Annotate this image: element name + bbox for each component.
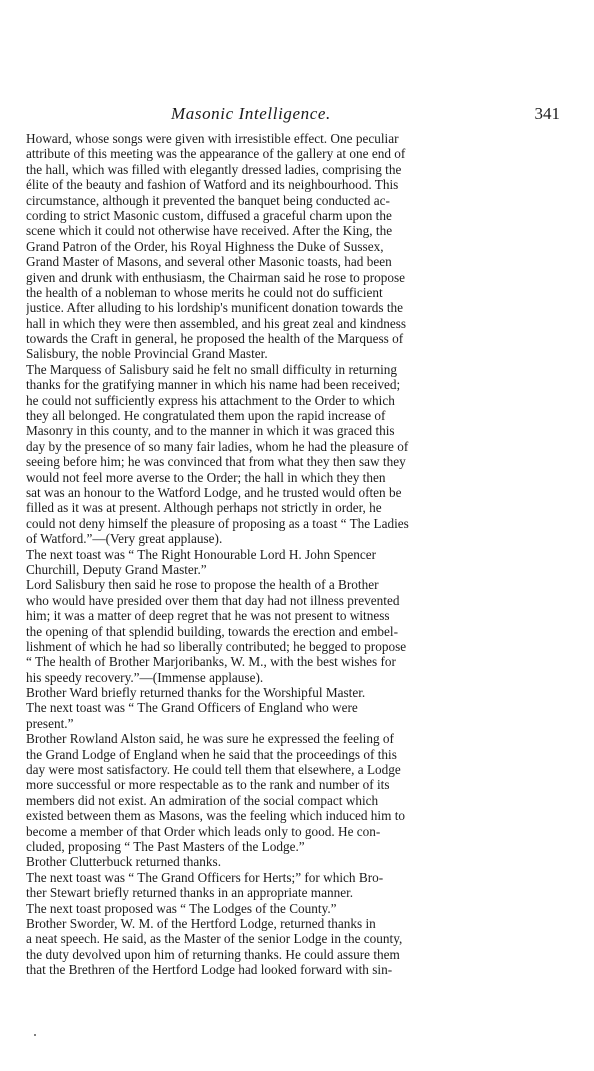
text-line: he could not sufficiently express his attachment to the Order to which (26, 392, 395, 408)
text-line: scene which it could not otherwise have received. After the King, the (26, 223, 393, 239)
page-number: 341 (534, 104, 560, 123)
text-line: given and drunk with enthusiasm, the Chairman said he rose to propose (26, 269, 406, 285)
body-text (26, 131, 560, 977)
text-line: his speedy recovery.”—(Immense applause). (26, 669, 264, 685)
text-line: they all belonged. He congratulated them upon the rapid increase of (26, 408, 386, 424)
text-line: Masonry in this county, and to the manner in which it was graced this (26, 423, 395, 439)
text-line: The next toast was “ The Grand Officers for Herts;” for which Bro- (26, 869, 384, 885)
text-line: present.” (26, 715, 74, 731)
text-line: lishment of which he had so liberally contributed; he begged to propose (26, 638, 407, 654)
text-line: filled as it was at present. Although perhaps not strictly in order, he (26, 500, 382, 516)
text-line: him; it was a matter of deep regret that he was not present to witness (26, 608, 390, 624)
text-line: seeing before him; he was convinced that from what they then saw they (26, 454, 406, 470)
text-line: Lord Salisbury then said he rose to propose the health of a Brother (26, 577, 379, 593)
text-line: the hall, which was filled with elegantly dressed ladies, comprising the (26, 161, 402, 177)
text-line: Howard, whose songs were given with irresistible effect. One peculiar (26, 131, 399, 146)
text-line: Brother Ward briefly returned thanks for the Worshipful Master. (26, 685, 366, 701)
page-header (26, 104, 560, 126)
text-line: day were most satisfactory. He could tell them that elsewhere, a Lodge (26, 762, 401, 778)
text-line: Brother Clutterbuck returned thanks. (26, 854, 222, 870)
text-line: towards the Craft in general, he proposed the health of the Marquess of (26, 331, 404, 347)
text-line: The next toast proposed was “ The Lodges of the County.” (26, 900, 337, 916)
running-title: Masonic Intelligence. (171, 104, 331, 123)
text-line: circumstance, although it prevented the banquet being conducted ac- (26, 192, 390, 208)
text-line: The Marquess of Salisbury said he felt no small difficulty in returning (26, 361, 398, 377)
text-line: members did not exist. An admiration of the social compact which (26, 792, 379, 808)
text-line: become a member of that Order which leads only to good. He con- (26, 823, 381, 839)
text-line: that the Brethren of the Hertford Lodge had looked forward with sin- (26, 962, 393, 978)
text-line: the Grand Lodge of England when he said that the proceedings of this (26, 746, 397, 762)
text-line: cluded, proposing “ The Past Masters of the Lodge.” (26, 838, 305, 854)
text-line: thanks for the gratifying manner in which his name had been received; (26, 377, 401, 393)
text-line: Grand Patron of the Order, his Royal Highness the Duke of Sussex, (26, 238, 384, 254)
text-line: The next toast was “ The Right Honourable Lord H. John Spencer (26, 546, 377, 562)
text-line: Brother Sworder, W. M. of the Hertford Lodge, returned thanks in (26, 915, 376, 931)
text-line: the duty devolved upon him of returning thanks. He could assure them (26, 946, 400, 962)
text-line: would not feel more averse to the Order; the hall in which they then (26, 469, 386, 485)
text-line: day by the presence of so many fair ladies, whom he had the pleasure of (26, 438, 409, 454)
text-line: The next toast was “ The Grand Officers of England who were (26, 700, 358, 716)
text-line: sat was an honour to the Watford Lodge, and he trusted would often be (26, 484, 402, 500)
text-line: ther Stewart briefly returned thanks in an appropriate manner. (26, 885, 354, 901)
text-line: Churchill, Deputy Grand Master.” (26, 561, 207, 577)
text-line: more successful or more respectable as to the rank and number of its (26, 777, 390, 793)
text-line: “ The health of Brother Marjoribanks, W. M., with the best wishes for (26, 654, 396, 670)
text-line: hall in which they were then assembled, and his great zeal and kindness (26, 315, 407, 331)
text-line: élite of the beauty and fashion of Watford and its neighbourhood. This (26, 177, 399, 193)
text-line: existed between them as Masons, was the feeling which induced him to (26, 808, 406, 824)
text-line: Grand Master of Masons, and several other Masonic toasts, had been (26, 254, 392, 270)
text-line: a neat speech. He said, as the Master of the senior Lodge in the county, (26, 931, 403, 947)
text-line: justice. After alluding to his lordship's munificent donation towards the (26, 300, 404, 316)
text-line: the health of a nobleman to whose merits he could not do sufficient (26, 284, 383, 300)
text-line: could not deny himself the pleasure of proposing as a toast “ The Ladies (26, 515, 409, 531)
text-line: the opening of that splendid building, towards the erection and embel- (26, 623, 399, 639)
text-line: Salisbury, the noble Provincial Grand Master. (26, 346, 268, 362)
text-line: attribute of this meeting was the appearance of the gallery at one end of (26, 146, 406, 162)
text-line: Brother Rowland Alston said, he was sure he expressed the feeling of (26, 731, 394, 747)
text-line: cording to strict Masonic custom, diffused a graceful charm upon the (26, 207, 392, 223)
text-line: who would have presided over them that day had not illness prevented (26, 592, 400, 608)
text-line: of Watford.”—(Very great applause). (26, 531, 223, 547)
printer-mark (34, 1034, 36, 1036)
